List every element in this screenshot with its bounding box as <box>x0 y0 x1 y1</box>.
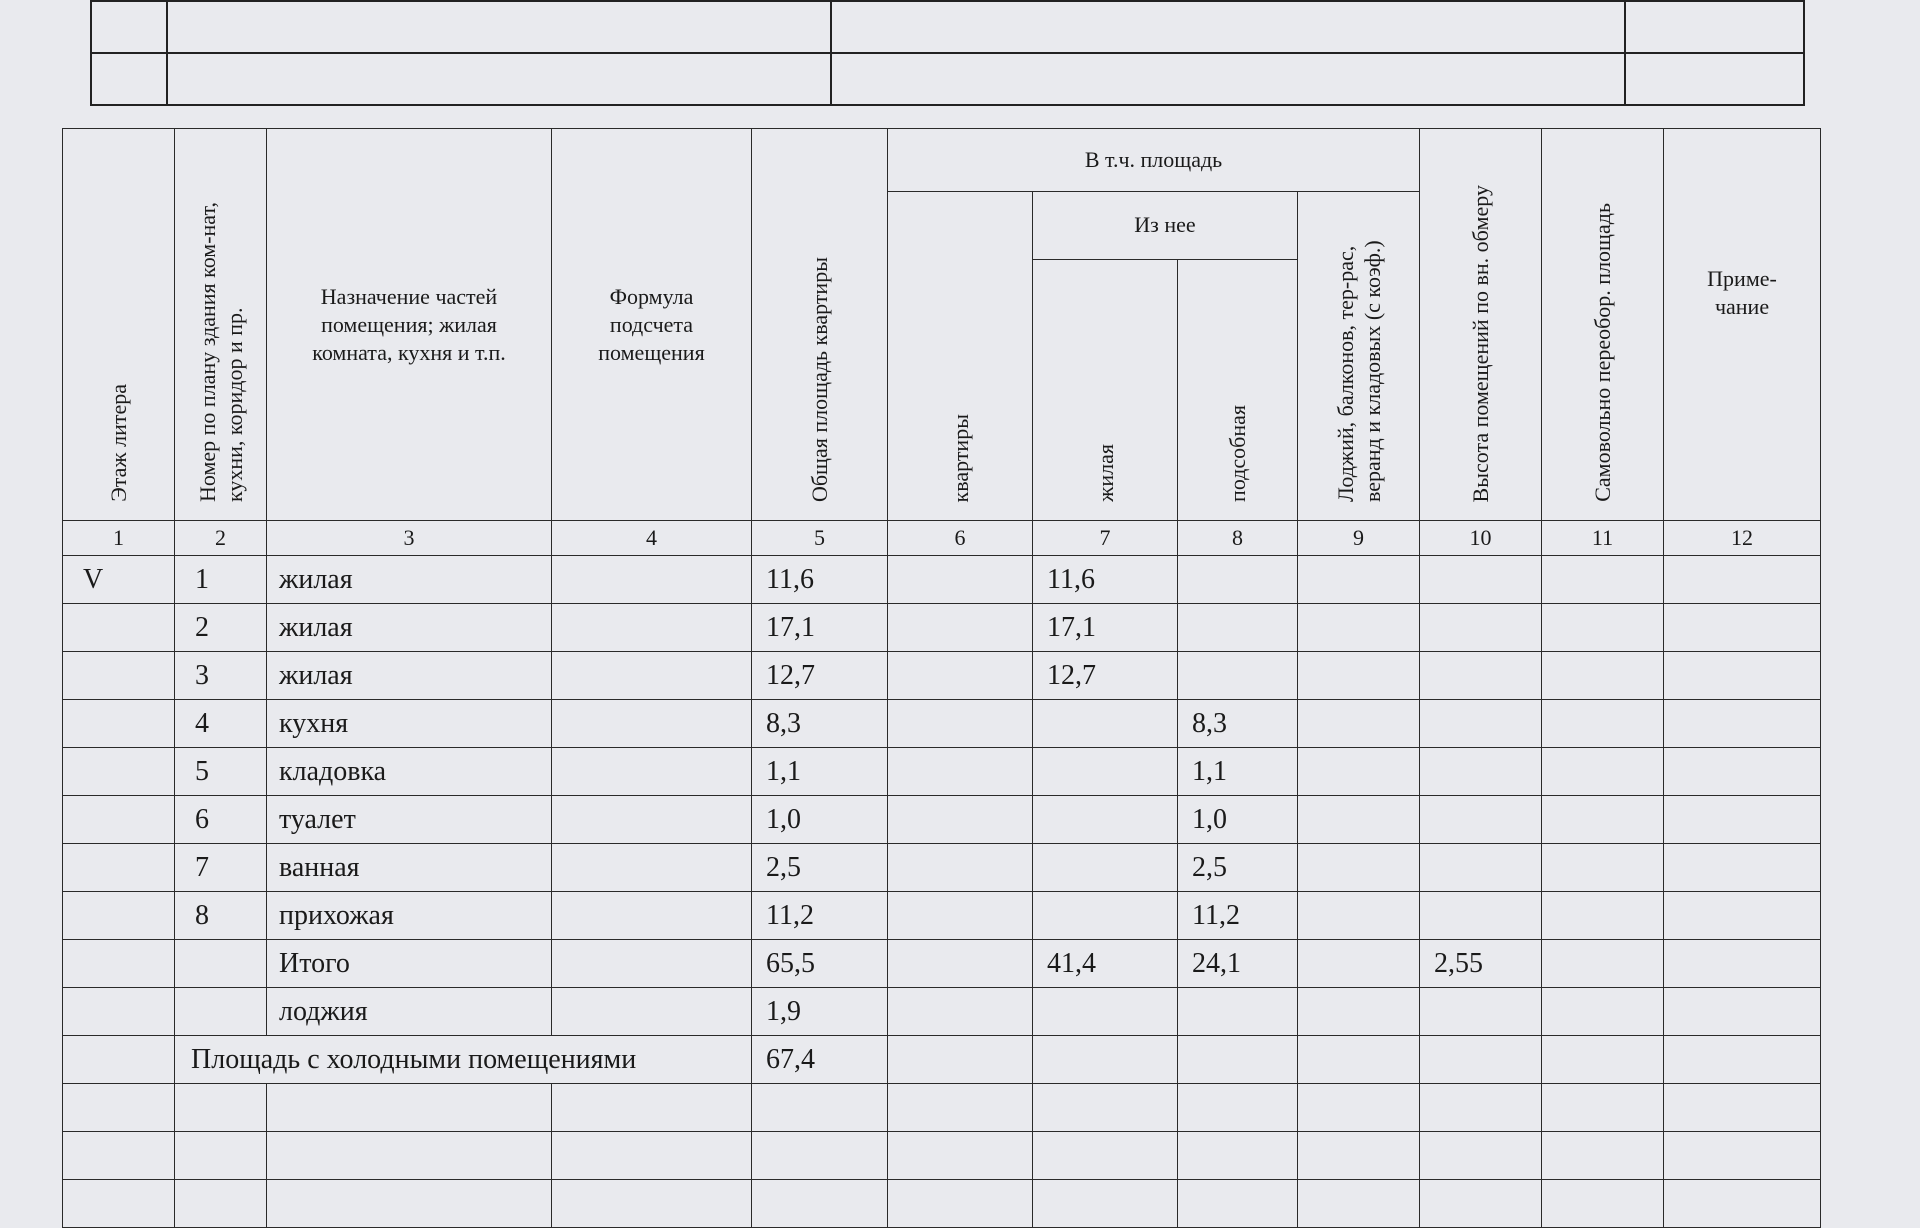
header-group-area: В т.ч. площадь <box>888 129 1420 192</box>
auxiliary-area-cell: 11,2 <box>1178 892 1298 940</box>
loggia-area: 1,9 <box>752 988 888 1036</box>
living-area-sum: 41,4 <box>1033 940 1178 988</box>
total-area-cell: 8,3 <box>752 700 888 748</box>
floor-cell: V <box>63 556 175 604</box>
room-name-cell: жилая <box>267 604 552 652</box>
flat-area-cell <box>888 700 1033 748</box>
table-row <box>63 844 1821 892</box>
empty-row <box>63 1084 1821 1132</box>
auxiliary-area-cell <box>1178 604 1298 652</box>
room-height: 2,55 <box>1420 940 1542 988</box>
auxiliary-area-cell: 2,5 <box>1178 844 1298 892</box>
cold-area-label: Площадь с холодными помещениями <box>175 1036 752 1084</box>
header-of-which: Из нее <box>1033 192 1298 260</box>
table-row <box>63 652 1821 700</box>
total-area-cell: 2,5 <box>752 844 888 892</box>
auxiliary-area-cell: 1,1 <box>1178 748 1298 796</box>
auxiliary-area-cell <box>1178 652 1298 700</box>
room-name-cell: туалет <box>267 796 552 844</box>
table-row <box>63 556 1821 604</box>
column-number: 5 <box>752 521 888 556</box>
total-row <box>63 940 1821 988</box>
column-number: 8 <box>1178 521 1298 556</box>
header-living: жилая <box>1033 259 1178 520</box>
header-unauthorized-area: Самовольно переобор. площадь <box>1542 129 1664 521</box>
header-auxiliary: подсобная <box>1178 259 1298 520</box>
total-area-cell: 1,0 <box>752 796 888 844</box>
column-numbers-row <box>63 521 1821 556</box>
header-room-purpose: Назначение частей помещения; жилая комната, кухня и т.п. <box>267 129 552 521</box>
living-area-cell <box>1033 844 1178 892</box>
room-number-cell: 4 <box>175 700 267 748</box>
total-area-cell: 11,6 <box>752 556 888 604</box>
column-number: 7 <box>1033 521 1178 556</box>
column-number: 6 <box>888 521 1033 556</box>
living-area-cell: 12,7 <box>1033 652 1178 700</box>
empty-row <box>63 1180 1821 1228</box>
floor-cell <box>63 892 175 940</box>
flat-area-cell <box>888 748 1033 796</box>
total-area-sum: 65,5 <box>752 940 888 988</box>
room-number-cell: 1 <box>175 556 267 604</box>
total-label: Итого <box>267 940 552 988</box>
room-name-cell: кухня <box>267 700 552 748</box>
floor-cell <box>63 844 175 892</box>
auxiliary-area-cell: 8,3 <box>1178 700 1298 748</box>
explication-table <box>62 128 1821 1228</box>
loggia-label: лоджия <box>267 988 552 1036</box>
room-number-cell: 6 <box>175 796 267 844</box>
header-note: Приме-чание <box>1664 129 1821 521</box>
header-loggias: Лоджий, балконов, тер-рас, веранд и кладовых (с коэф.) <box>1298 192 1420 521</box>
header-floor: Этаж литера <box>63 129 175 521</box>
room-number-cell: 8 <box>175 892 267 940</box>
table-row <box>63 604 1821 652</box>
table-row <box>63 892 1821 940</box>
flat-area-cell <box>888 556 1033 604</box>
floor-cell <box>63 604 175 652</box>
header-formula: Формула подсчета помещения <box>552 129 752 521</box>
table-row <box>63 748 1821 796</box>
header-total-area: Общая площадь квартиры <box>752 129 888 521</box>
room-number-cell: 3 <box>175 652 267 700</box>
floor-cell <box>63 796 175 844</box>
column-number: 10 <box>1420 521 1542 556</box>
header-flat: квартиры <box>888 192 1033 521</box>
empty-row <box>63 1132 1821 1180</box>
auxiliary-area-cell: 1,0 <box>1178 796 1298 844</box>
top-table-fragment <box>90 0 1805 106</box>
room-name-cell: жилая <box>267 556 552 604</box>
total-area-cell: 12,7 <box>752 652 888 700</box>
auxiliary-area-cell <box>1178 556 1298 604</box>
loggia-row <box>63 988 1821 1036</box>
table-row <box>63 796 1821 844</box>
column-number: 1 <box>63 521 175 556</box>
column-number: 3 <box>267 521 552 556</box>
total-area-cell: 1,1 <box>752 748 888 796</box>
column-number: 2 <box>175 521 267 556</box>
header-height: Высота помещений по вн. обмеру <box>1420 129 1542 521</box>
column-number: 11 <box>1542 521 1664 556</box>
living-area-cell <box>1033 700 1178 748</box>
flat-area-cell <box>888 796 1033 844</box>
room-name-cell: кладовка <box>267 748 552 796</box>
auxiliary-area-sum: 24,1 <box>1178 940 1298 988</box>
room-name-cell: жилая <box>267 652 552 700</box>
flat-area-cell <box>888 844 1033 892</box>
floor-cell <box>63 700 175 748</box>
flat-area-cell <box>888 892 1033 940</box>
room-name-cell: ванная <box>267 844 552 892</box>
room-number-cell: 7 <box>175 844 267 892</box>
column-number: 12 <box>1664 521 1821 556</box>
room-name-cell: прихожая <box>267 892 552 940</box>
living-area-cell <box>1033 796 1178 844</box>
floor-cell <box>63 652 175 700</box>
total-area-cell: 11,2 <box>752 892 888 940</box>
total-area-cell: 17,1 <box>752 604 888 652</box>
living-area-cell <box>1033 892 1178 940</box>
flat-area-cell <box>888 604 1033 652</box>
cold-area-total: 67,4 <box>752 1036 888 1084</box>
living-area-cell <box>1033 748 1178 796</box>
room-number-cell: 2 <box>175 604 267 652</box>
cold-area-row <box>63 1036 1821 1084</box>
column-number: 9 <box>1298 521 1420 556</box>
column-number: 4 <box>552 521 752 556</box>
header-room-number: Номер по плану здания ком-нат, кухни, коридор и пр. <box>175 129 267 521</box>
flat-area-cell <box>888 652 1033 700</box>
living-area-cell: 17,1 <box>1033 604 1178 652</box>
room-number-cell: 5 <box>175 748 267 796</box>
table-row <box>63 700 1821 748</box>
living-area-cell: 11,6 <box>1033 556 1178 604</box>
floor-cell <box>63 748 175 796</box>
